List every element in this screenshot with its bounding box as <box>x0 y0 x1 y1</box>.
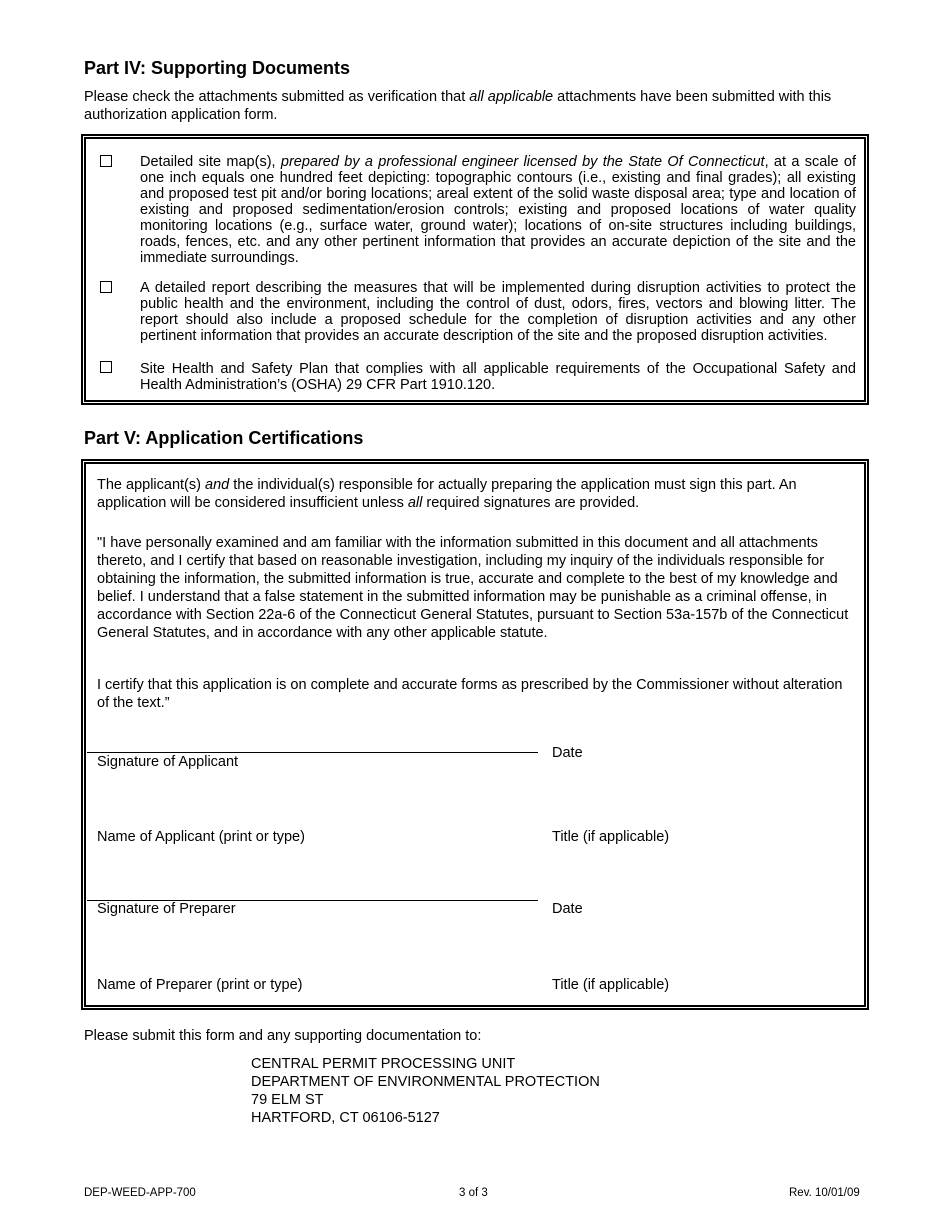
safety-plan-item: Site Health and Safety Plan that complies with all applicable requirements of the Occupational Safety and Health Administration’s (OSHA) 29 CFR Part 1910.120. <box>140 361 856 393</box>
address-line: DEPARTMENT OF ENVIRONMENTAL PROTECTION <box>251 1074 600 1090</box>
form-id: DEP-WEED-APP-700 <box>84 1187 196 1199</box>
part-v-title: Part V: Application Certifications <box>84 428 364 448</box>
applicant-signature-label: Signature of Applicant <box>97 754 239 770</box>
applicant-title-label: Title (if applicable) <box>552 829 670 845</box>
applicant-date-label: Date <box>552 745 583 761</box>
address-line: 79 ELM ST <box>251 1092 324 1108</box>
address-line: HARTFORD, CT 06106-5127 <box>251 1110 440 1126</box>
preparer-name-label: Name of Preparer (print or type) <box>97 977 303 993</box>
mailing-address <box>251 1055 600 1127</box>
certification-forms-statement: I certify that this application is on complete and accurate forms as prescribed by the Commissioner without alteration of the text.” <box>97 677 843 711</box>
revision-date: Rev. 10/01/09 <box>789 1187 860 1199</box>
site-map-item: Detailed site map(s), prepared by a professional engineer licensed by the State Of Connecticut, at a scale of one inch equals one hundred feet depicting: topographic contours (i.e., existing and final grades); all existing and proposed test pit and/or boring locations; areal extent of the solid waste disposal area; type and location of existing and proposed sedimentation/erosion controls; existing and proposed locations of water quality monitoring locations (e.g., surface water, ground water); locations of on-site structures including buildings, roads, fences, etc. and any other pertinent information that provides an accurate depiction of the site and the immediate surroundings. <box>140 154 857 266</box>
submit-instructions: Please submit this form and any supporting documentation to: <box>84 1028 482 1044</box>
disruption-report-checkbox[interactable] <box>100 281 112 293</box>
page-number: 3 of 3 <box>459 1187 488 1199</box>
applicant-signature-line[interactable] <box>87 752 538 753</box>
site-map-checkbox[interactable] <box>100 155 112 167</box>
preparer-title-label: Title (if applicable) <box>552 977 670 993</box>
preparer-date-label: Date <box>552 901 583 917</box>
certification-instructions: The applicant(s) and the individual(s) responsible for actually preparing the application must sign this part. An application will be considered insufficient unless all required signatures are provided. <box>97 477 797 511</box>
part-iv-intro: Please check the attachments submitted as verification that all applicable attachments have been submitted with this authorization application form. <box>84 89 832 123</box>
applicant-name-label: Name of Applicant (print or type) <box>97 829 305 845</box>
disruption-report-item: A detailed report describing the measures that will be implemented during disruption activities to protect the public health and the environment, including the control of dust, odors, fires, vectors and blowing litter. The report should also include a proposed schedule for the completion of disruption activities and any other pertinent information that provides an accurate description of the site and the proposed disruption activities. <box>140 280 856 344</box>
safety-plan-checkbox[interactable] <box>100 361 112 373</box>
address-line: CENTRAL PERMIT PROCESSING UNIT <box>251 1056 516 1072</box>
part-iv-title: Part IV: Supporting Documents <box>84 58 351 78</box>
preparer-signature-label: Signature of Preparer <box>97 901 236 917</box>
certification-statement: "I have personally examined and am familiar with the information submitted in this document and all attachments thereto, and I certify that based on reasonable investigation, including my inquiry of the individuals responsible for obtaining the information, the submitted information is true, accurate and complete to the best of my knowledge and belief. I understand that a false statement in the submitted information may be punishable as a criminal offense, in accordance with Section 22a-6 of the Connecticut General Statutes, pursuant to Section 53a-157b of the Connecticut General Statutes, and in accordance with any other applicable statute. <box>97 535 849 641</box>
